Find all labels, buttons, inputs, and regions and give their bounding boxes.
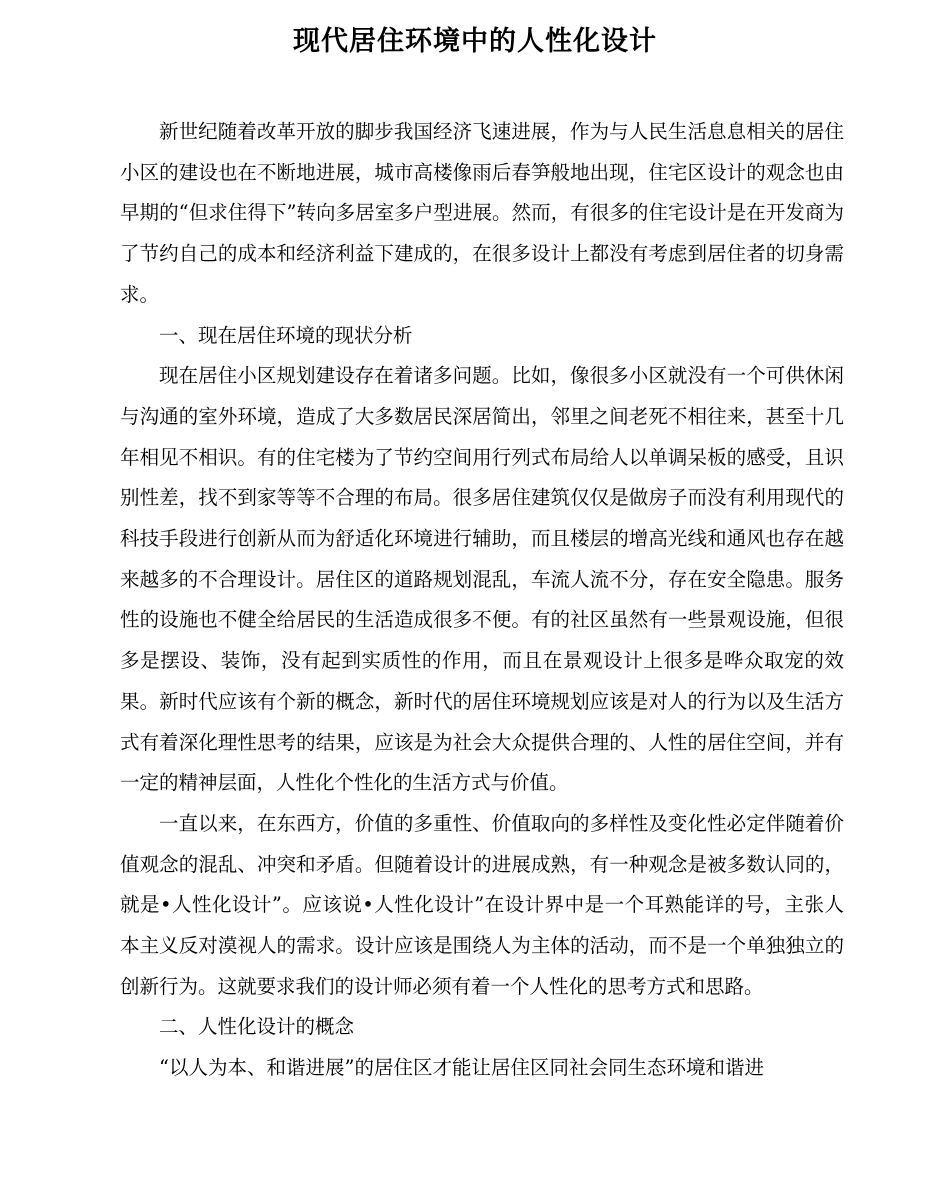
paragraph-concept: “以人为本、和谐进展”的居住区才能让居住区同社会同生态环境和谐进 <box>159 1056 764 1080</box>
paragraph-status-analysis: 现在居住小区规划建设存在着诸多问题。比如，像很多小区就没有一个可供休闲与沟通的室外环境，造成了大多数居民深居简出，邻里之间老死不相往来，甚至十几年相见不相识。有的住宅楼为了节约空间用行列式布局给人以单调呆板的感受，且识别性差，找不到家等等不合理的布局。很多居住建筑仅仅是做房子而没有利用现代的科技手段进行创新从而为舒适化环境进行辅助，而且楼层的增高光线和通风也存在越来越多的不合理设计。居住区的道路规划混乱，车流人流不分，存在安全隐患。服务性的设施也不健全给居民的生活造成很多不便。有的社区虽然有一些景观设施，但很多是摆设、装饰，没有起到实质性的作用，而且在景观设计上很多是哗众取宠的效果。新时代应该有个新的概念，新时代的居住环境规划应该是对人的行为以及生活方式有着深化理性思考的结果，应该是为社会大众提供合理的、人性的居住空间，并有一定的精神层面，人性化个性化的生活方式与价值。 <box>120 364 844 795</box>
paragraph-values: 一直以来，在东西方，价值的多重性、价值取向的多样性及变化性必定伴随着价值观念的混乱、冲突和矛盾。但随着设计的进展成熟，有一种观念是被多数认同的，就是•人性化设计”。应该说•人性化设计”在设计界中是一个耳熟能详的号，主张人本主义反对漠视人的需求。设计应该是围绕人为主体的活动，而不是一个单独独立的创新行为。这就要求我们的设计师必须有着一个人性化的思考方式和思路。 <box>120 811 844 998</box>
document-title: 现代居住环境中的人性化设计 <box>293 26 657 57</box>
section-heading-2: 二、人性化设计的概念 <box>159 1015 355 1039</box>
document-body <box>120 112 844 1089</box>
paragraph-intro: 新世纪随着改革开放的脚步我国经济飞速进展，作为与人民生活息息相关的居住小区的建设也在不断地进展，城市高楼像雨后春笋般地出现，住宅区设计的观念也由早期的“但求住得下”转向多居室多户型进展。然而，有很多的住宅设计是在开发商为了节约自己的成本和经济利益下建成的，在很多设计上都没有考虑到居住者的切身需求。 <box>120 120 844 306</box>
section-heading-1: 一、现在居住环境的现状分析 <box>159 323 413 347</box>
